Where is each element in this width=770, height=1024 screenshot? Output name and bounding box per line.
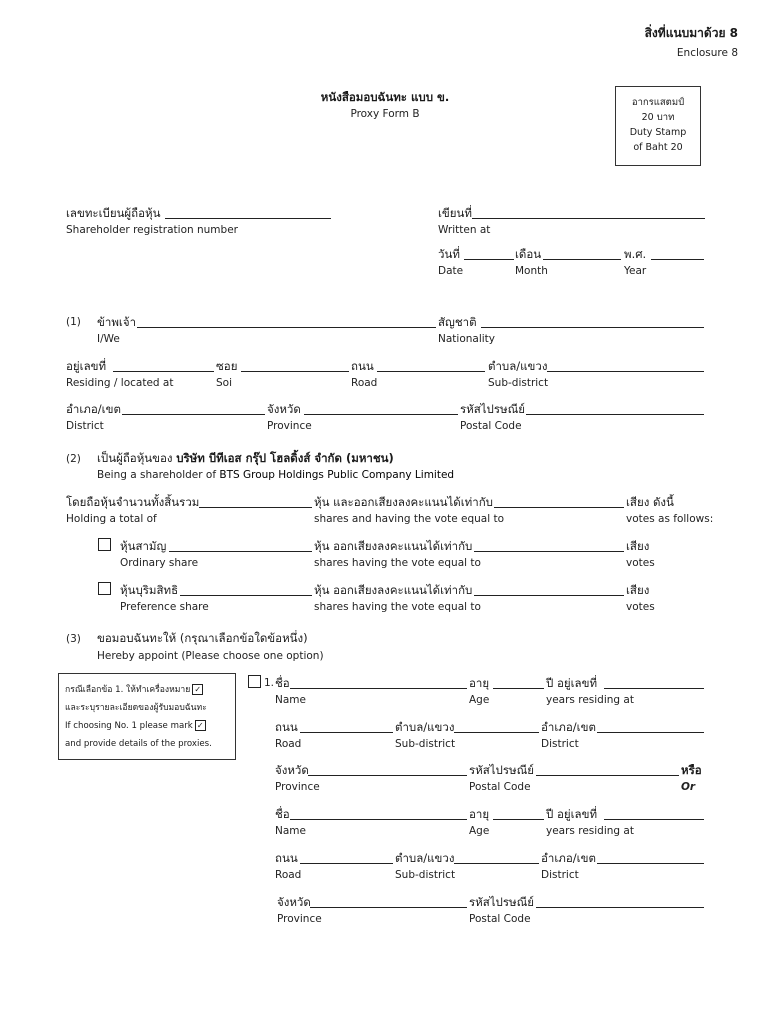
proxy2-years-label-english: years residing at (546, 825, 634, 837)
proxy2-subdistrict-field[interactable] (454, 863, 539, 864)
proxy2-subdistrict-label-english: Sub-district (395, 869, 456, 881)
appoint-label-thai: ขอมอบฉันทะให้ (กรุณาเลือกข้อใดข้อหนึ่ง) (97, 631, 308, 645)
date-label-english: Date (438, 265, 464, 277)
or-label-english: Or (681, 781, 696, 793)
year-label-thai: พ.ศ. (624, 247, 647, 261)
total-shares-label-english: Holding a total of (66, 513, 157, 525)
company-name-thai: บริษัท บีทีเอส กรุ๊ป โฮลดิ้งส์ จำกัด (มหาชน) (176, 451, 394, 465)
proxy1-address-field[interactable] (604, 688, 704, 689)
votes-as-follows-thai: เสียง ดังนี้ (626, 495, 674, 509)
proxy-option-1-checkbox[interactable] (248, 675, 261, 688)
proxy1-age-label-thai: อายุ (469, 676, 490, 690)
checkmark-icon: ✓ (195, 720, 206, 731)
proxy2-name-label-thai: ชื่อ (275, 807, 290, 821)
iwe-label-thai: ข้าพเจ้า (97, 315, 137, 329)
proxy2-subdistrict-label-thai: ตำบล/แขวง (395, 851, 455, 865)
total-shares-label-thai: โดยถือหุ้นจำนวนทั้งสิ้นรวม (66, 495, 200, 509)
total-votes-field[interactable] (494, 507, 624, 508)
enclosure-number-thai: สิ่งที่แนบมาด้วย 8 (644, 26, 738, 40)
stamp-line-3: Duty Stamp (629, 127, 687, 138)
proxy1-years-label-english: years residing at (546, 694, 634, 706)
registration-label-english: Shareholder registration number (66, 224, 238, 236)
proxy2-road-label-english: Road (275, 869, 302, 881)
province-label-english: Province (267, 420, 312, 432)
district-field[interactable] (122, 414, 265, 415)
proxy1-name-label-thai: ชื่อ (275, 676, 290, 690)
total-votes-label-thai: หุ้น และออกเสียงลงคะแนนได้เท่ากับ (314, 495, 493, 509)
proxy2-district-label-thai: อำเภอ/เขต (541, 851, 596, 865)
note-line-1-text: กรณีเลือกข้อ 1. ให้ทำเครื่องหมาย (65, 685, 191, 695)
checkmark-icon: ✓ (192, 684, 203, 695)
subdistrict-label-english: Sub-district (488, 377, 549, 389)
month-field[interactable] (543, 259, 621, 260)
proxy2-postal-label-thai: รหัสไปรษณีย์ (469, 895, 535, 909)
year-label-english: Year (624, 265, 647, 277)
note-line-4: and provide details of the proxies. (65, 739, 212, 749)
nationality-label-thai: สัญชาติ (438, 315, 477, 329)
proxy1-postal-label-thai: รหัสไปรษณีย์ (469, 763, 535, 777)
proxy2-district-label-english: District (541, 869, 579, 881)
address-label-english: Residing / located at (66, 377, 174, 389)
proxy2-province-label-thai: จังหวัด (277, 895, 311, 909)
proxy2-district-field[interactable] (597, 863, 704, 864)
shareholder-prefix-thai: เป็นผู้ถือหุ้นของ (97, 451, 173, 465)
ordinary-votes-field[interactable] (474, 551, 624, 552)
road-label-english: Road (351, 377, 378, 389)
instruction-note-box (58, 673, 236, 760)
total-shares-field[interactable] (199, 507, 312, 508)
proxy2-address-field[interactable] (604, 819, 704, 820)
proxy1-age-field[interactable] (493, 688, 544, 689)
proxy1-district-label-thai: อำเภอ/เขต (541, 720, 596, 734)
proxy1-postal-label-english: Postal Code (469, 781, 531, 793)
shareholder-prefix-english: Being a shareholder of (97, 469, 217, 481)
subdistrict-label-thai: ตำบล/แขวง (488, 359, 548, 373)
proxy2-province-field[interactable] (310, 907, 467, 908)
proxy1-province-field[interactable] (308, 775, 467, 776)
proxy2-years-label-thai: ปี อยู่เลขที่ (546, 807, 598, 821)
preference-share-label-thai: หุ้นบุริมสิทธิ (120, 583, 179, 597)
address-label-thai: อยู่เลขที่ (66, 359, 107, 373)
votes-as-follows-english: votes as follows: (626, 513, 714, 525)
ordinary-votes-label-thai: หุ้น ออกเสียงลงคะแนนได้เท่ากับ (314, 539, 473, 553)
proxy2-age-label-english: Age (469, 825, 490, 837)
proxy1-district-label-english: District (541, 738, 579, 750)
nationality-field[interactable] (481, 327, 704, 328)
date-field[interactable] (464, 259, 514, 260)
written-at-field[interactable] (472, 218, 705, 219)
preference-share-checkbox[interactable] (98, 582, 111, 595)
month-label-english: Month (515, 265, 548, 277)
proxy1-years-label-thai: ปี อยู่เลขที่ (546, 676, 598, 690)
note-line-3-text: If choosing No. 1 please mark (65, 721, 193, 731)
proxy1-postal-field[interactable] (536, 775, 679, 776)
stamp-line-4: of Baht 20 (633, 142, 683, 153)
proxy1-road-label-english: Road (275, 738, 302, 750)
ordinary-vote-unit-thai: เสียง (626, 539, 650, 553)
proxy1-road-label-thai: ถนน (275, 720, 298, 734)
appoint-label-english: Hereby appoint (Please choose one option) (97, 650, 324, 662)
proxy1-district-field[interactable] (597, 732, 704, 733)
section-3-number: (3) (66, 633, 81, 645)
proxy2-road-field[interactable] (300, 863, 393, 864)
duty-stamp-box (615, 86, 701, 166)
form-title-english: Proxy Form B (350, 108, 420, 120)
ordinary-votes-label-english: shares having the vote equal to (314, 557, 481, 569)
proxy-option-1-number: 1. (264, 677, 275, 689)
ordinary-vote-unit-english: votes (626, 557, 655, 569)
preference-share-label-english: Preference share (120, 601, 209, 613)
ordinary-share-label-thai: หุ้นสามัญ (120, 539, 167, 553)
note-line-3 (65, 717, 212, 735)
district-label-thai: อำเภอ/เขต (66, 402, 121, 416)
postal-code-label-english: Postal Code (460, 420, 522, 432)
soi-field[interactable] (241, 371, 349, 372)
preference-shares-field[interactable] (180, 595, 312, 596)
section-1-number: (1) (66, 316, 81, 328)
subdistrict-field[interactable] (547, 371, 704, 372)
note-line-2: และระบุรายละเอียดของผู้รับมอบฉันทะ (65, 703, 207, 713)
address-number-field[interactable] (113, 371, 214, 372)
written-at-label-thai: เขียนที่ (438, 206, 472, 220)
proxy1-province-label-thai: จังหวัด (275, 763, 309, 777)
nationality-label-english: Nationality (438, 333, 496, 345)
written-at-label-english: Written at (438, 224, 491, 236)
shareholder-line-english (97, 468, 454, 482)
proxy2-postal-label-english: Postal Code (469, 913, 531, 925)
postal-code-field[interactable] (526, 414, 704, 415)
form-title-thai: หนังสือมอบฉันทะ แบบ ข. (320, 90, 450, 104)
ordinary-share-checkbox[interactable] (98, 538, 111, 551)
proxy1-subdistrict-label-english: Sub-district (395, 738, 456, 750)
total-votes-label-english: shares and having the vote equal to (314, 513, 505, 525)
proxy1-age-label-english: Age (469, 694, 490, 706)
proxy2-name-field[interactable] (290, 819, 467, 820)
section-2-number: (2) (66, 453, 81, 465)
iwe-name-field[interactable] (137, 327, 436, 328)
stamp-line-2: 20 บาท (641, 112, 675, 123)
proxy2-postal-field[interactable] (536, 907, 704, 908)
proxy1-subdistrict-field[interactable] (454, 732, 539, 733)
shareholder-line-thai (97, 451, 394, 465)
soi-label-thai: ซอย (216, 359, 238, 373)
year-field[interactable] (651, 259, 704, 260)
postal-code-label-thai: รหัสไปรษณีย์ (460, 402, 526, 416)
stamp-line-1: อากรแสตมป์ (631, 97, 685, 108)
province-label-thai: จังหวัด (267, 402, 301, 416)
preference-vote-unit-thai: เสียง (626, 583, 650, 597)
ordinary-shares-field[interactable] (169, 551, 312, 552)
iwe-label-english: I/We (97, 333, 120, 345)
proxy1-name-field[interactable] (290, 688, 467, 689)
note-line-1 (65, 681, 212, 699)
company-name-english: BTS Group Holdings Public Company Limited (219, 469, 455, 481)
ordinary-share-label-english: Ordinary share (120, 557, 199, 569)
proxy2-name-label-english: Name (275, 825, 306, 837)
proxy2-age-field[interactable] (493, 819, 544, 820)
preference-vote-unit-english: votes (626, 601, 655, 613)
proxy1-subdistrict-label-thai: ตำบล/แขวง (395, 720, 455, 734)
enclosure-number-english: Enclosure 8 (676, 47, 738, 59)
preference-votes-field[interactable] (474, 595, 624, 596)
district-label-english: District (66, 420, 104, 432)
soi-label-english: Soi (216, 377, 233, 389)
registration-number-field[interactable] (165, 218, 331, 219)
registration-label-thai: เลขทะเบียนผู้ถือหุ้น (66, 206, 161, 220)
month-label-thai: เดือน (515, 247, 542, 261)
proxy2-province-label-english: Province (277, 913, 322, 925)
preference-votes-label-english: shares having the vote equal to (314, 601, 481, 613)
road-field[interactable] (377, 371, 485, 372)
province-field[interactable] (304, 414, 458, 415)
proxy1-province-label-english: Province (275, 781, 320, 793)
date-label-thai: วันที่ (438, 247, 460, 261)
or-label-thai: หรือ (681, 763, 702, 777)
road-label-thai: ถนน (351, 359, 374, 373)
proxy1-name-label-english: Name (275, 694, 306, 706)
proxy2-age-label-thai: อายุ (469, 807, 490, 821)
proxy2-road-label-thai: ถนน (275, 851, 298, 865)
proxy1-road-field[interactable] (300, 732, 393, 733)
preference-votes-label-thai: หุ้น ออกเสียงลงคะแนนได้เท่ากับ (314, 583, 473, 597)
